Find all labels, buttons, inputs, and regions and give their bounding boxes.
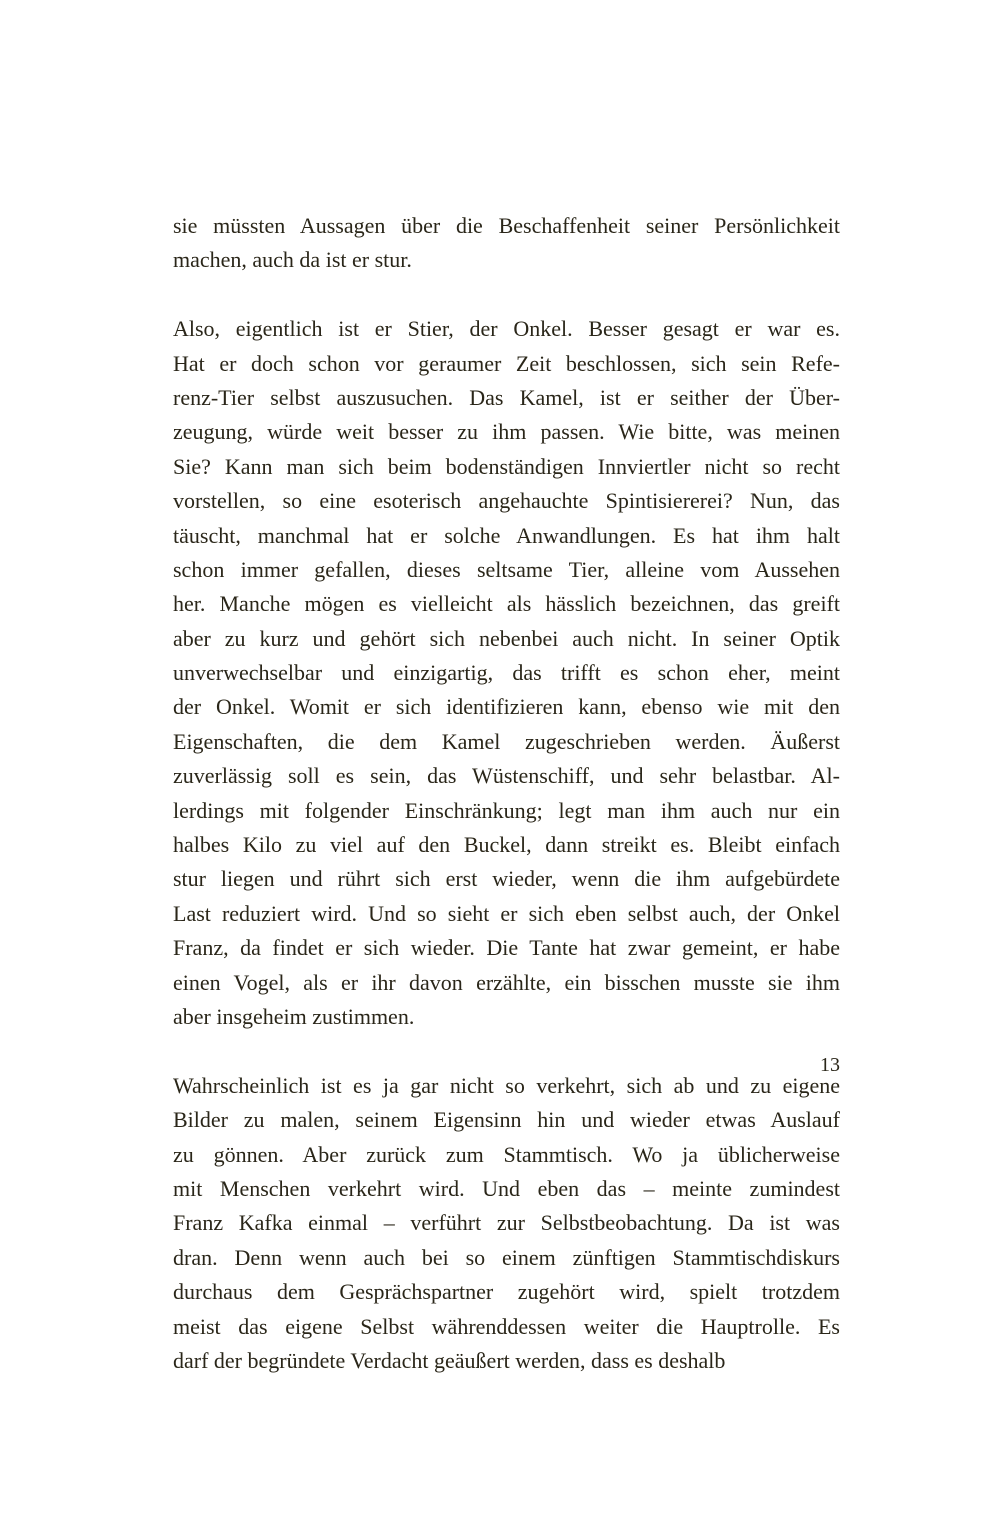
text-line: machen, auch da ist er stur. <box>173 247 412 273</box>
text-line: sie müssten Aussagen über die Beschaffenheit seiner Persönlichkeit <box>173 213 840 238</box>
text-line: zuverlässig soll es sein, das Wüstenschiff, und sehr belastbar. Al- <box>173 763 840 789</box>
paragraph-3 <box>173 1069 840 1379</box>
text-line: zu gönnen. Aber zurück zum Stammtisch. Wo ja üblicherweise <box>173 1141 840 1167</box>
text-line: schon immer gefallen, dieses seltsame Tier, alleine vom Aussehen <box>173 556 840 582</box>
text-line: renz-Tier selbst auszusuchen. Das Kamel, ist er seither der Über- <box>173 384 840 410</box>
text-line: her. Manche mögen es vielleicht als hässlich bezeichnen, das greift <box>173 591 840 617</box>
text-line: Also, eigentlich ist er Stier, der Onkel. Besser gesagt er war es. <box>173 316 840 342</box>
text-line: meist das eigene Selbst währenddessen weiter die Hauptrolle. Es <box>173 1313 840 1339</box>
text-line: der Onkel. Womit er sich identifizieren kann, ebenso wie mit den <box>173 694 840 720</box>
text-line: dran. Denn wenn auch bei so einem zünftigen Stammtischdiskurs <box>173 1244 840 1270</box>
body-text <box>173 209 840 1378</box>
text-line: Bilder zu malen, seinem Eigensinn hin und wieder etwas Auslauf <box>173 1107 840 1133</box>
text-line: Wahrscheinlich ist es ja gar nicht so verkehrt, sich ab und zu eigene <box>173 1072 840 1098</box>
text-line: darf der begründete Verdacht geäußert werden, dass es deshalb <box>173 1347 726 1373</box>
text-line: Franz Kafka einmal – verführt zur Selbstbeobachtung. Da ist was <box>173 1210 840 1236</box>
text-line: Hat er doch schon vor geraumer Zeit beschlossen, sich sein Refe- <box>173 350 840 376</box>
text-line: unverwechselbar und einzigartig, das trifft es schon eher, meint <box>173 660 840 686</box>
text-line: halbes Kilo zu viel auf den Buckel, dann streikt es. Bleibt einfach <box>173 832 840 858</box>
text-line: mit Menschen verkehrt wird. Und eben das – meinte zumindest <box>173 1175 840 1201</box>
text-line: vorstellen, so eine esoterisch angehauchte Spintisiererei? Nun, das <box>173 488 840 514</box>
page-number: 13 <box>820 1054 840 1076</box>
text-line: Sie? Kann man sich beim bodenständigen Innviertler nicht so recht <box>173 453 840 479</box>
text-line: lerdings mit folgender Einschränkung; legt man ihm auch nur ein <box>173 797 840 823</box>
text-line: aber insgeheim zustimmen. <box>173 1003 415 1029</box>
paragraph-2 <box>173 312 840 1034</box>
text-line: durchaus dem Gesprächspartner zugehört wird, spielt trotzdem <box>173 1279 840 1305</box>
text-line: zeugung, würde weit besser zu ihm passen. Wie bitte, was meinen <box>173 419 840 445</box>
text-line: täuscht, manchmal hat er solche Anwandlungen. Es hat ihm halt <box>173 522 840 548</box>
text-line: Eigenschaften, die dem Kamel zugeschrieben werden. Äußerst <box>173 728 840 754</box>
text-line: stur liegen und rührt sich erst wieder, wenn die ihm aufgebürdete <box>173 866 840 892</box>
paragraph-1 <box>173 209 840 278</box>
text-line: Franz, da findet er sich wieder. Die Tante hat zwar gemeint, er habe <box>173 935 840 961</box>
text-line: aber zu kurz und gehört sich nebenbei auch nicht. In seiner Optik <box>173 625 840 651</box>
text-line: Last reduziert wird. Und so sieht er sich eben selbst auch, der Onkel <box>173 900 840 926</box>
text-line: einen Vogel, als er ihr davon erzählte, ein bisschen musste sie ihm <box>173 969 840 995</box>
